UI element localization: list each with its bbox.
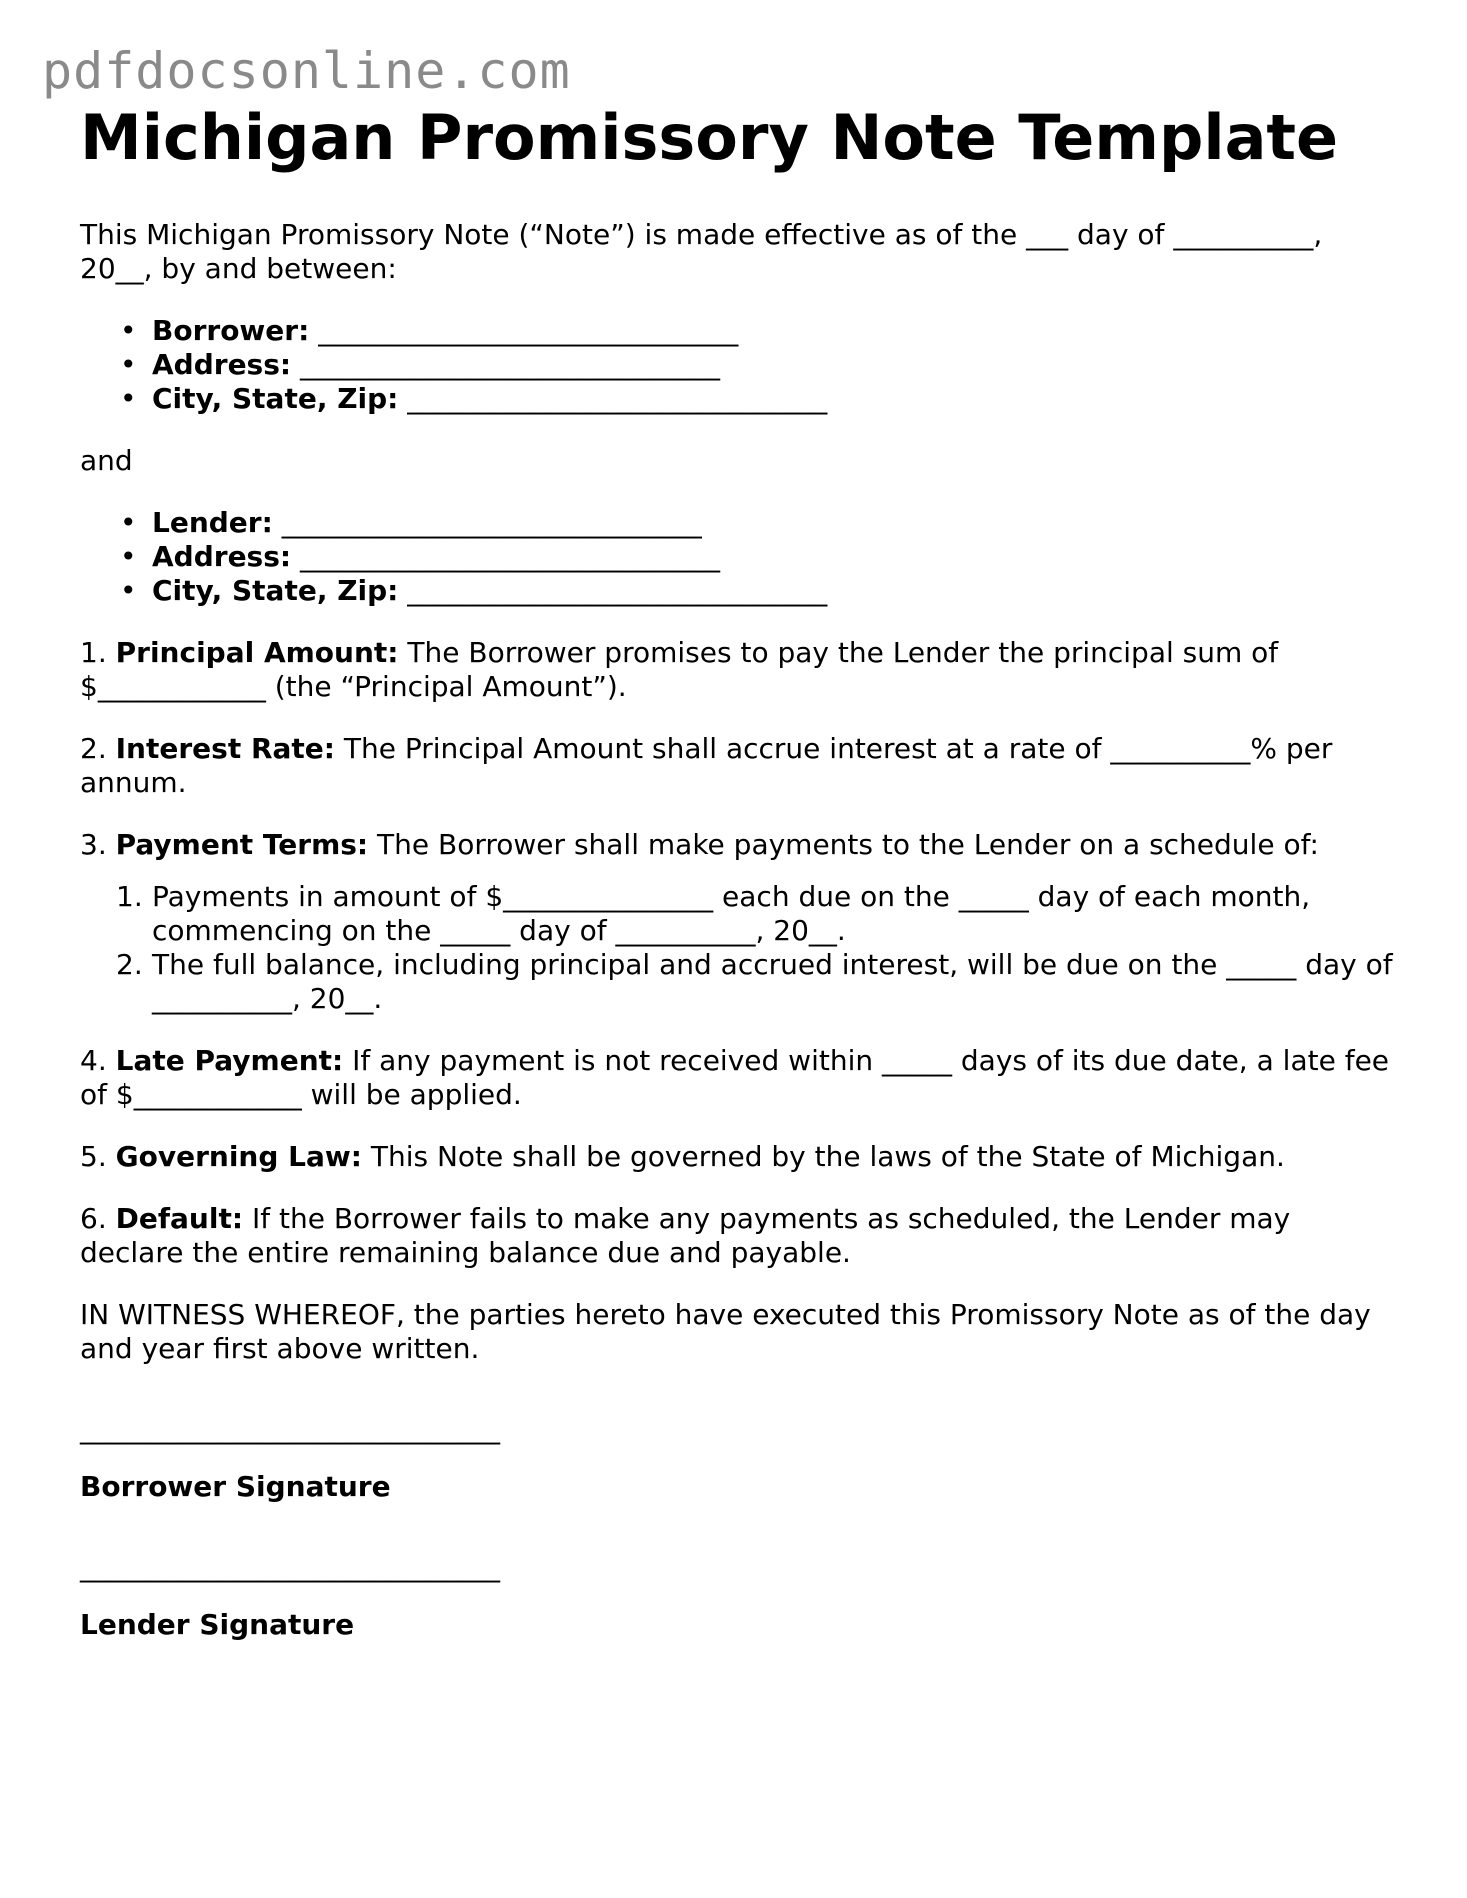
document-page <box>80 100 1400 1642</box>
witness-paragraph: IN WITNESS WHEREOF, the parties hereto have executed this Promissory Note as of the day and year first above written. <box>80 1298 1371 1365</box>
section-interest <box>80 732 1400 800</box>
lender-fields-list <box>80 506 1400 608</box>
section-principal <box>80 636 1400 704</box>
payment-schedule-list <box>80 880 1400 1016</box>
schedule-item <box>116 880 1400 948</box>
item-text: The full balance, including principal and accrued interest, will be due on the _____ day of __________, 20__. <box>152 948 1393 1015</box>
field-label: City, State, Zip: <box>152 382 399 415</box>
item-number: 2. <box>116 948 143 981</box>
section-number: 6. <box>80 1202 116 1235</box>
field-label: City, State, Zip: <box>152 574 399 607</box>
field-blank: ______________________________ <box>291 348 720 381</box>
borrower-fields-list <box>80 314 1400 416</box>
document-title: Michigan Promissory Note Template <box>80 101 1339 174</box>
watermark-text: pdfdocsonline.com <box>42 42 571 100</box>
item-number: 1. <box>116 880 143 913</box>
section-payment <box>80 828 1400 862</box>
section-number: 3. <box>80 828 116 861</box>
section-number: 1. <box>80 636 116 669</box>
schedule-item <box>116 948 1400 1016</box>
borrower-signature-line: ______________________________ <box>80 1412 500 1445</box>
section-number: 5. <box>80 1140 116 1173</box>
field-blank: ______________________________ <box>272 506 702 539</box>
lender-city-field <box>152 574 1400 608</box>
section-late-payment <box>80 1044 1400 1112</box>
field-label: Borrower: <box>152 314 310 347</box>
section-text: If any payment is not received within _____ days of its due date, a late fee of $____________ will be applied. <box>80 1044 1390 1111</box>
section-heading: Interest Rate: <box>115 732 335 765</box>
section-text: This Note shall be governed by the laws of the State of Michigan. <box>361 1140 1285 1173</box>
section-text: The Borrower shall make payments to the Lender on a schedule of: <box>368 828 1319 861</box>
section-governing-law <box>80 1140 1400 1174</box>
lender-signature-label: Lender Signature <box>80 1608 355 1641</box>
borrower-city-field <box>152 382 1400 416</box>
field-blank: ______________________________ <box>398 382 828 415</box>
section-text: The Principal Amount shall accrue interest at a rate of __________% per annum. <box>80 732 1333 799</box>
borrower-name-field <box>152 314 1400 348</box>
borrower-address-field <box>152 348 1400 382</box>
field-blank: ______________________________ <box>309 314 739 347</box>
field-blank: ______________________________ <box>398 574 828 607</box>
and-text: and <box>80 444 133 477</box>
field-label: Address: <box>152 348 292 381</box>
lender-name-field <box>152 506 1400 540</box>
section-heading: Governing Law: <box>115 1140 362 1173</box>
field-label: Lender: <box>152 506 273 539</box>
field-blank: ______________________________ <box>291 540 720 573</box>
section-heading: Principal Amount: <box>115 636 399 669</box>
intro-paragraph: This Michigan Promissory Note (“Note”) is made effective as of the ___ day of __________, 20__, by and between: <box>80 218 1323 285</box>
section-default <box>80 1202 1400 1270</box>
lender-signature-line: ______________________________ <box>80 1550 500 1583</box>
section-text: The Borrower promises to pay the Lender the principal sum of $____________ (the “Principal Amount”). <box>80 636 1279 703</box>
section-heading: Late Payment: <box>115 1044 344 1077</box>
section-text: If the Borrower fails to make any payments as scheduled, the Lender may declare the entire remaining balance due and payable. <box>80 1202 1291 1269</box>
section-heading: Default: <box>115 1202 244 1235</box>
section-number: 2. <box>80 732 116 765</box>
borrower-signature-label: Borrower Signature <box>80 1470 391 1503</box>
section-number: 4. <box>80 1044 116 1077</box>
item-text: Payments in amount of $_______________ each due on the _____ day of each month, commencing on the _____ day of __________, 20__. <box>152 880 1311 947</box>
lender-address-field <box>152 540 1400 574</box>
field-label: Address: <box>152 540 292 573</box>
section-heading: Payment Terms: <box>115 828 369 861</box>
